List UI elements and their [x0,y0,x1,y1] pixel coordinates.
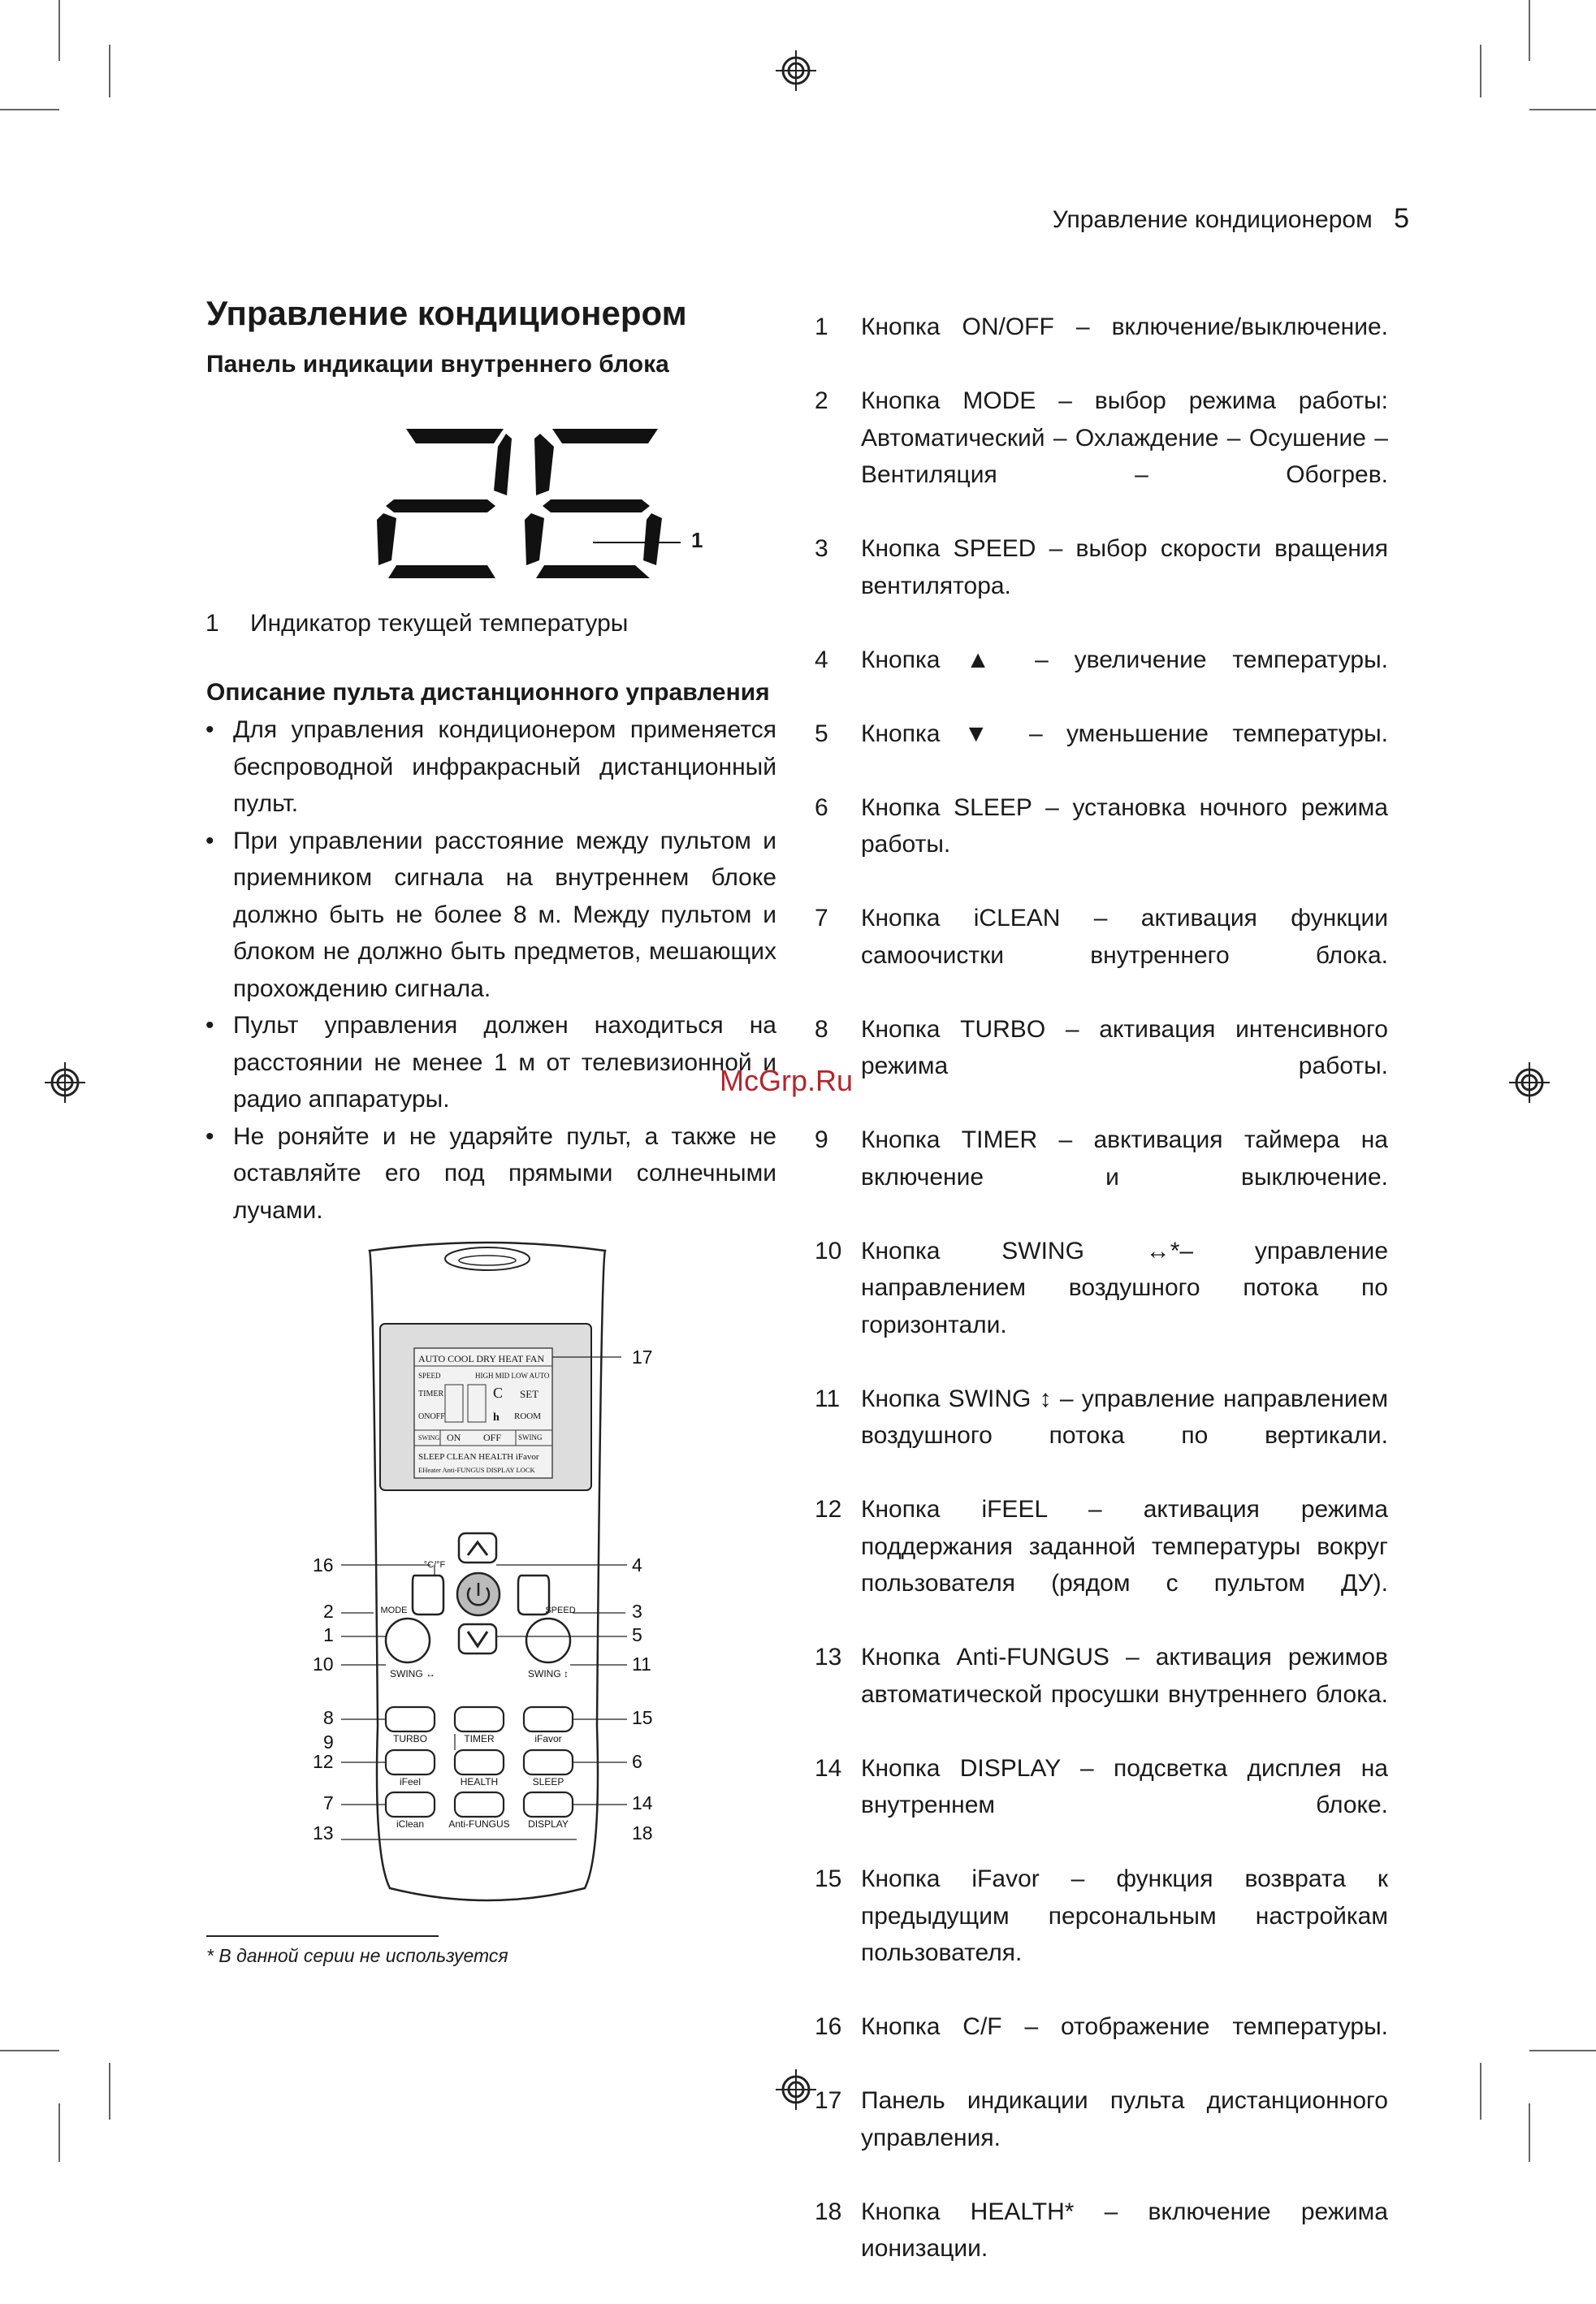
item-num: 15 [815,1861,861,2008]
list-item [815,383,1388,530]
list-item [815,900,1388,1011]
label-antifungus: Anti-FUNGUS [448,1818,509,1830]
callout-4: 4 [632,1554,642,1576]
item-num: 12 [815,1491,861,1639]
bullet-list [205,711,776,1229]
registration-mark-icon [776,50,816,91]
label-health: HEALTH [461,1776,498,1787]
callout-9: 9 [323,1731,334,1753]
label-turbo: TURBO [393,1733,427,1744]
up-button[interactable] [459,1533,496,1563]
subtitle-panel: Панель индикации внутреннего блока [206,351,669,378]
watermark: McGrp.Ru [720,1064,853,1098]
item-text: Кнопка ▼ – уменьшение температуры. [861,715,1388,789]
callout-15: 15 [632,1707,653,1728]
item-num: 4 [815,642,861,715]
label-sleep: SLEEP [533,1776,564,1787]
item-text: Кнопка SWING ↔*– управление направлением воздушного потока по горизонтали. [861,1233,1388,1381]
lcd-row5: SLEEP CLEAN HEALTH iFavor [418,1452,539,1462]
antifungus-button[interactable] [455,1792,504,1817]
callout-14: 14 [632,1792,653,1813]
item-num: 10 [815,1233,861,1381]
bullet-item: • Не роняйте и не ударяйте пульт, а также не оставляйте его под прямыми солнечными лучами. [205,1118,776,1230]
lcd-set: SET [520,1388,538,1400]
item-text: Кнопка SPEED – выбор скорости вращения вентилятора. [861,530,1388,642]
callout-7: 7 [323,1792,334,1813]
list-item [815,715,1388,789]
lcd-room: ROOM [514,1411,541,1421]
timer-button[interactable] [455,1707,504,1731]
list-item [815,1861,1388,2008]
item-text: Кнопка iFEEL – активация режима поддержания заданной температуры вокруг пользователя (рядом с пультом ДУ). [861,1491,1388,1639]
lcd-on: ON [447,1432,461,1443]
item-num: 16 [815,2008,861,2082]
item-text: Кнопка TIMER – авктивация таймера на включение и выключение. [861,1122,1388,1233]
item-num: 8 [815,1011,861,1122]
item-num: 3 [815,530,861,642]
list-item [815,2194,1388,2304]
lcd-onoff: ONOFF [418,1412,445,1421]
lcd-swing-left: SWING [418,1434,439,1442]
indicator-num: 1 [205,605,250,642]
lcd-timer: TIMER [418,1390,443,1398]
subtitle-remote: Описание пульта дистанционного управления [206,679,770,707]
swing-horizontal-button[interactable] [386,1619,430,1662]
lcd-swing-right: SWING [518,1433,543,1442]
registration-mark-icon [1509,1062,1550,1103]
lcd-speed-levels: HIGH MID LOW AUTO [475,1372,550,1380]
display-digits: 26 [374,422,375,423]
ifeel-button[interactable] [386,1750,435,1774]
list-item [815,1233,1388,1381]
item-num: 17 [815,2082,861,2194]
footnote: * В данной серии не используется [206,1945,508,1967]
item-num: 1 [815,309,861,383]
callout-11: 11 [632,1653,651,1675]
label-swing-v: SWING ↕ [528,1668,569,1679]
item-num: 9 [815,1122,861,1233]
item-text: Кнопка ▲ – увеличение температуры. [861,642,1388,715]
item-num: 2 [815,383,861,530]
label-display: DISPLAY [528,1818,569,1830]
label-cf: °C/°F [424,1560,446,1570]
callout-1: 1 [323,1624,334,1645]
iclean-button[interactable] [386,1792,435,1817]
list-item [815,530,1388,642]
item-num: 18 [815,2194,861,2304]
callout-13: 13 [313,1822,334,1844]
indicator-line [205,605,628,642]
list-item [815,1011,1388,1122]
callout-10: 10 [313,1653,334,1675]
list-item [815,642,1388,715]
item-text: Кнопка SLEEP – установка ночного режима работы. [861,789,1388,901]
page-title: Управление кондиционером [206,294,687,333]
item-num: 13 [815,1639,861,1750]
display-button[interactable] [524,1792,573,1817]
label-timer: TIMER [464,1733,495,1744]
label-ifavor: iFavor [534,1733,561,1744]
list-item [815,1491,1388,1639]
lcd-unit-c: C [493,1385,503,1401]
item-text: Кнопка HEALTH* – включение режима ионизации. [861,2194,1388,2304]
health-button[interactable] [455,1750,504,1774]
sleep-button[interactable] [524,1750,573,1774]
ifavor-button[interactable] [524,1707,573,1731]
lcd-speed: SPEED [418,1372,441,1380]
speed-button[interactable] [518,1576,549,1615]
lcd-modes: AUTO COOL DRY HEAT FAN [418,1353,544,1364]
item-num: 14 [815,1750,861,1861]
indicator-text: Индикатор текущей температуры [250,610,628,637]
bullet-item: • При управлении расстояние между пультом и приемником сигнала на внутреннем блоке должно быть не более 8 м. Между пультом и блоком не должно быть предметов, мешающих прохождению сигнала. [205,823,776,1008]
running-header [1053,203,1409,235]
item-text: Кнопка DISPLAY – подсветка дисплея на внутреннем блоке. [861,1750,1388,1861]
label-ifeel: iFeel [400,1776,421,1787]
header-section: Управление кондиционером [1053,206,1373,233]
item-num: 5 [815,715,861,789]
button-list [815,309,1388,2304]
item-text: Кнопка MODE – выбор режима работы: Автоматический – Охлаждение – Осушение – Вентиляция – Обогрев. [861,383,1388,530]
display-callout: 1 [691,528,703,553]
bullet-item: • Для управления кондиционером применяется беспроводной инфракрасный дистанционный пульт. [205,711,776,823]
registration-mark-icon [776,2069,816,2110]
item-text: Кнопка iCLEAN – активация функции самоочистки внутреннего блока. [861,900,1388,1011]
callout-2: 2 [323,1601,334,1622]
label-iclean: iClean [396,1818,424,1830]
item-num: 7 [815,900,861,1011]
item-num: 6 [815,789,861,901]
swing-vertical-button[interactable] [526,1619,570,1662]
callout-3: 3 [632,1601,642,1622]
label-speed: SPEED [545,1606,575,1615]
remote-control-diagram [292,1238,682,1917]
mode-button[interactable] [413,1576,443,1615]
item-num: 11 [815,1381,861,1492]
callout-5: 5 [632,1624,642,1645]
list-item [815,309,1388,383]
callout-12: 12 [313,1751,334,1772]
item-text: Кнопка iFavor – функция возврата к предыдущим персональным настройкам пользователя. [861,1861,1388,2008]
item-text: Кнопка SWING ↕ – управление направлением воздушного потока по вертикали. [861,1381,1388,1492]
page-number: 5 [1394,203,1409,234]
list-item [815,1122,1388,1233]
list-item [815,1639,1388,1750]
callout-17: 17 [632,1347,653,1368]
item-text: Кнопка C/F – отображение температуры. [861,2008,1388,2082]
item-text: Кнопка ON/OFF – включение/выключение. [861,309,1388,383]
bullet-item: • Пульт управления должен находиться на расстоянии не менее 1 м от телевизионной и радио аппаратуры. [205,1007,776,1118]
callout-6: 6 [632,1751,642,1772]
item-text: Кнопка Anti-FUNGUS – активация режимов автоматической просушки внутреннего блока. [861,1639,1388,1750]
callout-18: 18 [632,1822,653,1844]
list-item [815,1381,1388,1492]
registration-mark-icon [45,1062,85,1103]
lcd-off: OFF [483,1432,501,1443]
callout-8: 8 [323,1707,334,1728]
lcd-row6: EHeater Anti-FUNGUS DISPLAY LOCK [418,1466,535,1474]
label-swing-h: SWING ↔ [390,1668,435,1679]
footnote-rule [206,1935,439,1937]
list-item [815,1750,1388,1861]
lcd-unit-h: h [493,1411,500,1424]
list-item [815,789,1388,901]
turbo-button[interactable] [386,1707,435,1731]
list-item [815,2008,1388,2082]
down-button[interactable] [459,1624,496,1653]
label-mode: MODE [381,1606,408,1615]
list-item [815,2082,1388,2194]
temperature-display [374,422,707,585]
callout-16: 16 [313,1554,334,1576]
item-text: Кнопка TURBO – активация интенсивного режима работы. [861,1011,1388,1122]
item-text: Панель индикации пульта дистанционного управления. [861,2082,1388,2194]
